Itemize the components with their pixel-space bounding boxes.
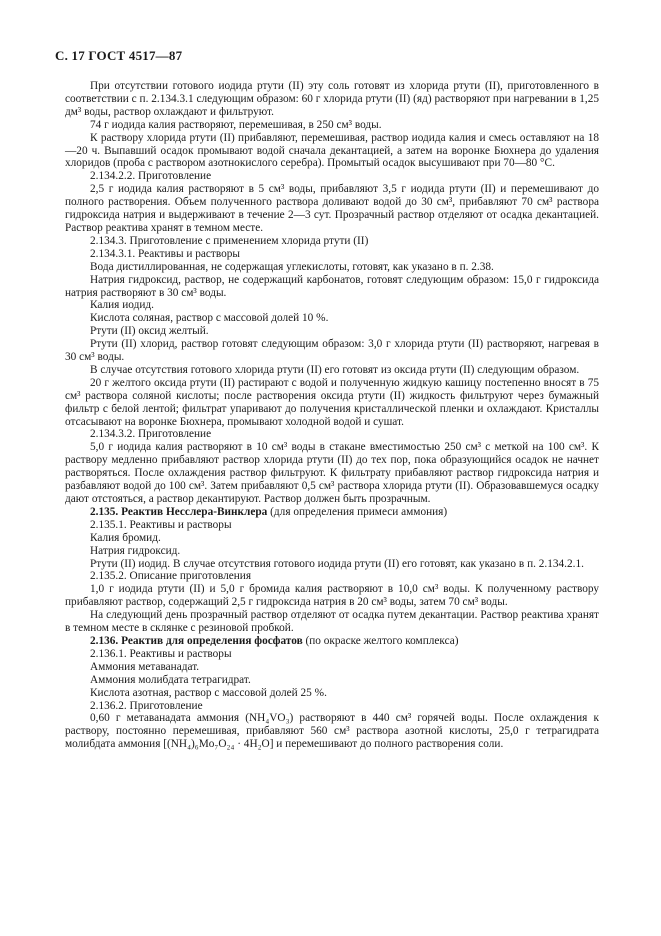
paragraph: Натрия гидроксид, раствор, не содержащий карбонатов, готовят следующим образом: 15,0 г гидроксида натрия растворяют в 30 см³ воды. [65, 273, 599, 299]
section-title-bold: 2.136. Реактив для определения фосфатов [90, 634, 303, 647]
section-heading: 2.134.3. Приготовление с применением хлорида ртути (II) [90, 234, 369, 247]
paragraph: К раствору хлорида ртути (II) прибавляют, перемешивая, раствор иодида калия и смесь оставляют на 18—20 ч. Выпавший осадок промывают водой сначала декантацией, а затем на воронке Бюхнера до удаления хлоридов (проба с раствором азотнокислого серебра). Промытый осадок высушивают при 70—80 °С. [65, 131, 599, 170]
section-heading: 2.134.3.2. Приготовление [90, 428, 212, 441]
paragraph: Кислота азотная, раствор с массовой долей 25 %. [90, 686, 327, 699]
paragraph: Вода дистиллированная, не содержащая углекислоты, готовят, как указано в п. 2.38. [90, 260, 494, 273]
paragraph: Ртути (II) хлорид, раствор готовят следующим образом: 3,0 г хлорида ртути (II) растворяют, нагревая в 30 см³ воды. [65, 338, 599, 364]
paragraph: На следующий день прозрачный раствор отделяют от осадка путем декантации. Раствор реактива хранят в темном месте в склянке с резиновой пробкой. [65, 609, 599, 635]
paragraph: Ртути (II) оксид желтый. [90, 325, 209, 338]
section-title [65, 635, 599, 648]
section-title-note: (по окраске желтого комплекса) [302, 634, 459, 647]
paragraph: Натрия гидроксид. [90, 544, 181, 557]
paragraph: 74 г иодида калия растворяют, перемешивая, в 250 см³ воды. [90, 118, 382, 131]
section-heading: 2.135.1. Реактивы и растворы [90, 518, 232, 531]
section-heading: 2.136.1. Реактивы и растворы [90, 647, 232, 660]
section-heading: 2.134.2.2. Приготовление [90, 170, 212, 183]
paragraph: Калия иодид. [90, 299, 154, 312]
section-heading: 2.136.2. Приготовление [90, 699, 203, 712]
page-header: С. 17 ГОСТ 4517—87 [55, 48, 183, 63]
paragraph: 2,5 г иодида калия растворяют в 5 см³ воды, прибавляют 3,5 г иодида ртути (II) и перемешивают до полного растворения. Объем полученного раствора доливают водой до 30 см³, прибавляют 70 см³ раствора гидроксида натрия и выдерживают в течение 2—3 сут. Прозрачный раствор отделяют от осадка декантацией. Раствор реактива хранят в темном месте. [65, 183, 599, 234]
paragraph: Калия бромид. [90, 531, 161, 544]
paragraph: Аммония метаванадат. [90, 660, 200, 673]
paragraph: 1,0 г иодида ртути (II) и 5,0 г бромида калия растворяют в 10,0 см³ воды. К полученному раствору прибавляют раствор, содержащий 2,5 г гидроксида натрия в 20 см³ воды, затем 70 см³ воды. [65, 583, 599, 609]
section-heading: 2.135.2. Описание приготовления [90, 570, 252, 583]
paragraph: 0,60 г метаванадата аммония (NH₄VO₃) растворяют в 440 см³ горячей воды. После охлаждения к раствору, постоянно перемешивая, прибавляют 560 см³ раствора азотной кислоты, 25,0 г тетрагидрата молибдата аммония [(NH₄)₆Mo₇O₂₄ · 4H₂O] и перемешивают до полного растворения соли. [65, 712, 599, 751]
section-heading: 2.134.3.1. Реактивы и растворы [90, 247, 241, 260]
document-body [65, 80, 599, 751]
paragraph: 5,0 г иодида калия растворяют в 10 см³ воды в стакане вместимостью 250 см³ с меткой на 100 см³. К раствору медленно прибавляют раствор хлорида ртути (II) до тех пор, пока образующийся осадок не начнет растворяться. После охлаждения раствор фильтруют. К фильтрату прибавляют раствор гидроксида натрия и разбавляют водой до 100 см³. Затем прибавляют 0,5 см³ раствора хлорида ртути (II). Образовавшемуся осадку дают отстояться, а раствор декантируют. Раствор должен быть прозрачным. [65, 441, 599, 505]
paragraph: В случае отсутствия готового хлорида ртути (II) его готовят из оксида ртути (II) следующим образом. [90, 363, 580, 376]
section-title-bold: 2.135. Реактив Несслера-Винклера [90, 505, 268, 518]
paragraph: 20 г желтого оксида ртути (II) растирают с водой и полученную жидкую кашицу постепенно вносят в 75 см³ раствора соляной кислоты; после растворения оксида ртути (II) жидкость фильтруют через бумажный фильтр с белой лентой; фильтрат упаривают до получения кристаллической пленки и охлаждают. Кристаллы отсасывают на воронке Бюхнера, промывают холодной водой и сушат. [65, 376, 599, 428]
paragraph: При отсутствии готового иодида ртути (II) эту соль готовят из хлорида ртути (II), приготовленного в соответствии с п. 2.134.3.1 следующим образом: 60 г хлорида ртути (II) (яд) растворяют при нагревании в 1,25 дм³ воды, раствор охлаждают и фильтруют. [65, 80, 599, 118]
section-title-note: (для определения примеси аммония) [267, 505, 448, 518]
section-title [65, 506, 599, 519]
paragraph: Аммония молибдата тетрагидрат. [90, 673, 251, 686]
paragraph: Ртути (II) иодид. В случае отсутствия готового иодида ртути (II) его готовят, как указано в п. 2.134.2.1. [90, 557, 584, 570]
paragraph: Кислота соляная, раствор с массовой долей 10 %. [90, 312, 329, 325]
